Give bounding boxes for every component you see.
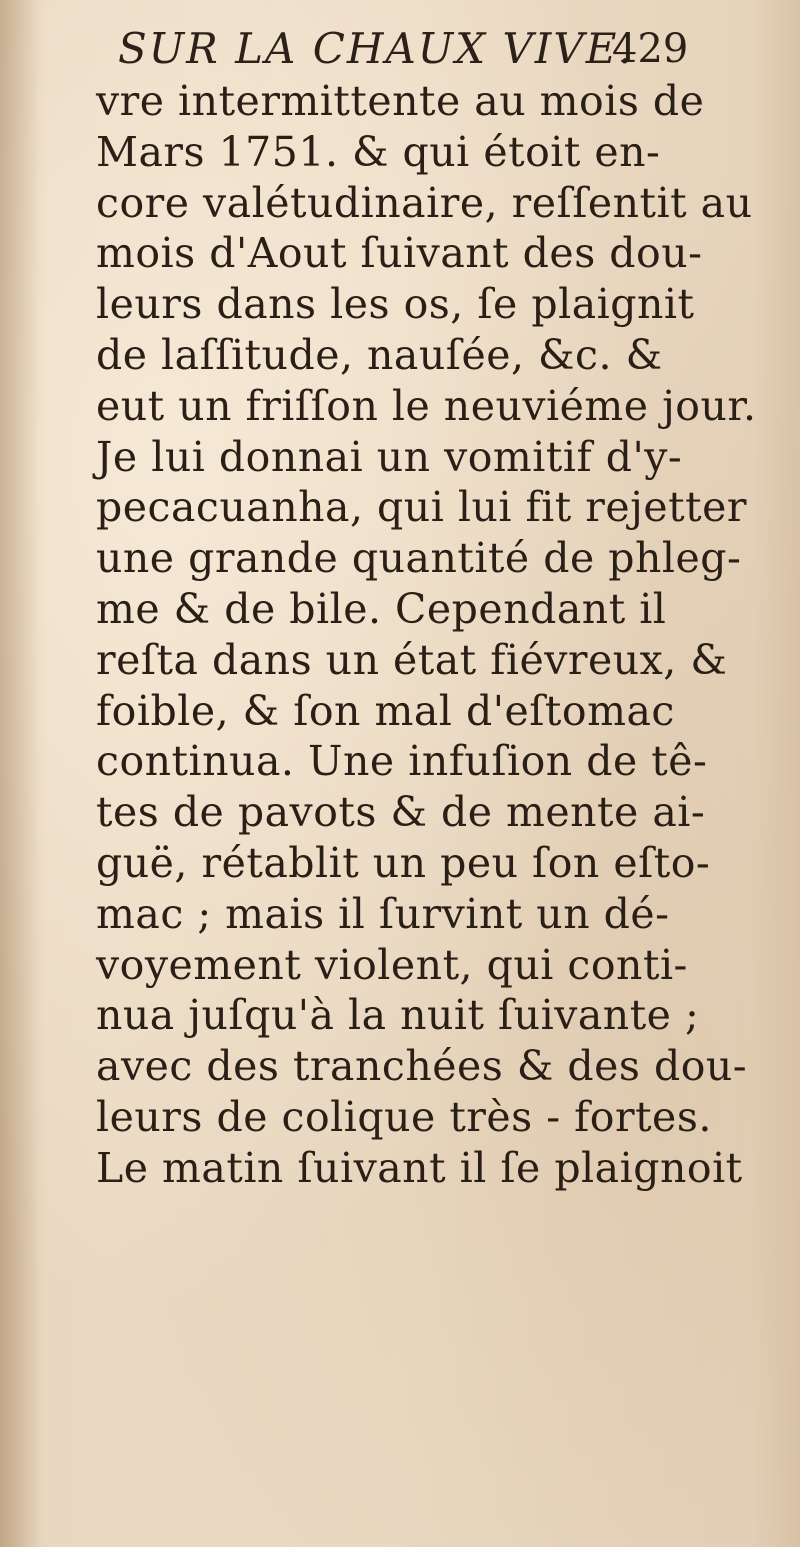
text-line: Le matin ſuivant il ſe plaignoit [96, 1143, 743, 1192]
text-line: foible, & ſon mal d'eſtomac [96, 686, 675, 735]
running-head [0, 8, 800, 80]
page-number: 429 [612, 26, 689, 72]
text-line: guë, rétablit un peu ſon eſto- [96, 838, 711, 887]
text-line: reſta dans un état fiévreux, & [96, 635, 728, 684]
text-line: mac ; mais il ſurvint un dé- [96, 889, 670, 938]
text-line: leurs de colique très - fortes. [96, 1092, 712, 1141]
text-line: une grande quantité de phleg- [96, 534, 742, 583]
text-line: leurs dans les os, ſe plaignit [96, 280, 695, 329]
text-line: eut un friſſon le neuviéme jour. [96, 381, 757, 430]
running-title: SUR LA CHAUX VIVE. [118, 24, 634, 73]
text-line: Mars 1751. & qui étoit en- [96, 127, 661, 176]
text-line: mois d'Aout ſuivant des dou- [96, 229, 703, 278]
text-line: continua. Une infuſion de tê- [96, 737, 708, 786]
text-line: tes de pavots & de mente ai- [96, 788, 706, 837]
text-line: avec des tranchées & des dou- [96, 1042, 748, 1091]
text-line: me & de bile. Cependant il [96, 584, 667, 633]
body-text [96, 76, 796, 1194]
page-edge-shadow [0, 0, 40, 1547]
text-line: nua juſqu'à la nuit ſuivante ; [96, 991, 700, 1040]
text-line: de laſſitude, nauſée, &c. & [96, 330, 663, 379]
text-line: core valétudinaire, reſſentit au [96, 178, 753, 227]
text-line: Je lui donnai un vomitif d'y- [96, 432, 683, 481]
text-line: pecacuanha, qui lui fit rejetter [96, 483, 747, 532]
text-line: voyement violent, qui conti- [96, 940, 688, 989]
text-line: vre intermittente au mois de [96, 77, 705, 125]
